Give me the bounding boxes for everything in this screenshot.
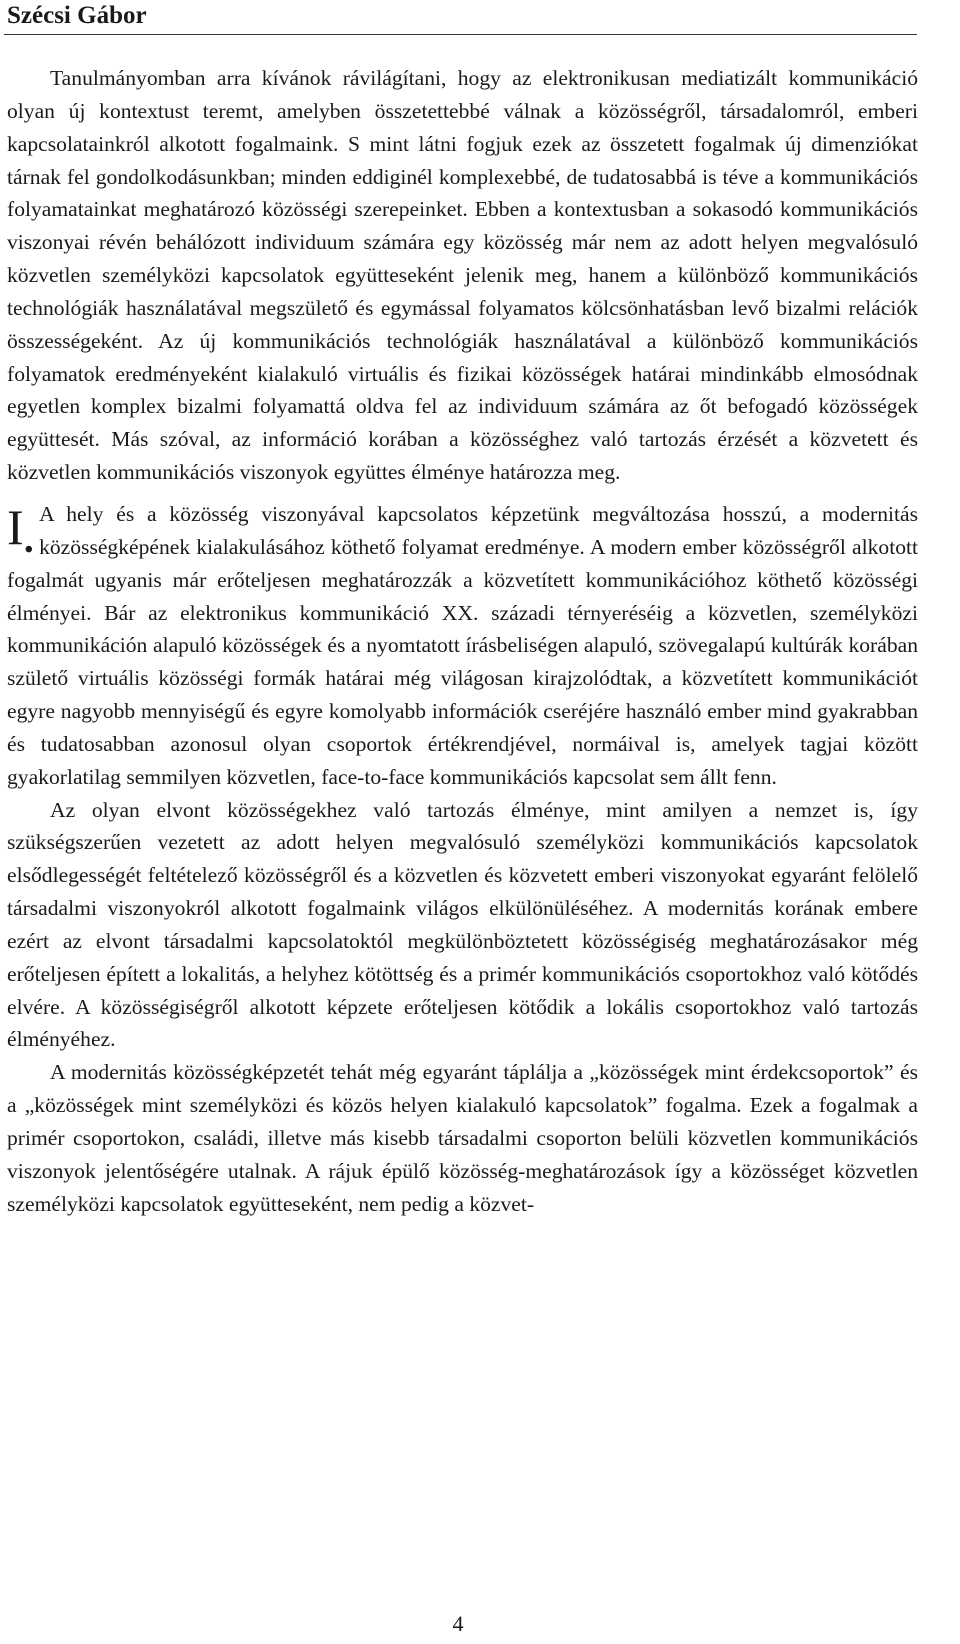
article-body (7, 62, 918, 1221)
header-rule (4, 34, 917, 35)
paragraph-section-one-text: A hely és a közösség viszonyával kapcsolatos képzetünk megváltozása hosszú, a modernitás közösségképének kialakulásához köthető folyamat eredménye. A modern ember közösségről alkotott fogalmát ugyanis már erőteljesen meghatározzák a közvetített kommunikációhoz köthető közösségi élményei. Bár az elektronikus kommunikáció XX. századi térnyeréséig a közvetlen, személyközi kommunikáción alapuló közösségek és a nyomtatott írásbeliségen alapuló, szövegalapú kultúrák korában születő virtuális közösségi formák határai még világosan kirajzolódtak, a közvetített kommunikációt egyre nagyobb mennyiségű és egyre komolyabb információk cseréjére használó ember mind gyakrabban és tudatosabban azonosul olyan csoportok értékrendjével, normáival is, amelyek tagjai között gyakorlatilag semmilyen közvetlen, face-to-face kommunikációs kapcsolat sem állt fenn. (7, 501, 918, 789)
author-name: Szécsi Gábor (7, 2, 147, 29)
page-number: 4 (452, 1611, 464, 1636)
paragraph-section-one (7, 498, 918, 794)
paragraph-nation: Az olyan elvont közösségekhez való tartozás élménye, mint amilyen a nemzet is, így szükségszerűen vezetett az adott helyen megvalósuló személyközi kommunikációs kapcsolatok elsődlegességét feltételező közösségről és a közvetlen és közvetett emberi viszonyokat egyaránt felölelő társadalmi viszonyokról alkotott fogalmaink világos elkülönüléséhez. A modernitás korának embere ezért az elvont társadalmi kapcsolatoktól megkülönböztetett közösségiség meghatározásakor még erőteljesen épített a lokalitás, a helyhez kötöttség és a primér kommunikációs csoportokhoz való kötődés elvére. A közösségiségről alkotott képzete erőteljesen kötődik a lokális csoportokhoz való tartozás élményéhez. (7, 797, 918, 1052)
paragraph-modernity: A modernitás közösségképzetét tehát még egyaránt táplálja a „közösségek mint érdekcsoportok” és a „közösségek mint személyközi és közös helyen kialakuló kapcsolatok” fogalma. Ezek a fogalmak a primér csoportokon, családi, illetve más kisebb társadalmi csoporton belüli közvetlen kommunikációs viszonyok jelentőségére utalnak. A rájuk épülő közösség-meghatározások így a közösséget közvetlen személyközi kapcsolatok együtteseként, nem pedig a közvet- (7, 1060, 918, 1216)
page-header (0, 0, 960, 36)
section-numeral-dot: • (24, 536, 34, 563)
section-numeral: I (7, 498, 24, 555)
paragraph-intro: Tanulmányomban arra kívánok rávilágítani, hogy az elektronikusan mediatizált kommunikáció olyan új kontextust teremt, amelyben összetettebbé válnak a közösségről, társadalomról, emberi kapcsolatainkról alkotott fogalmaink. S mint látni fogjuk ezek az összetett fogalmak új dimenziókat tárnak fel gondolkodásunkban; minden eddiginél komplexebbé, de tudatosabbá is téve a kommunikációs folyamatainkat meghatározó közösségi szerepeinket. Ebben a kontextusban a sokasodó kommunikációs viszonyai révén behálózott individuum számára egy közösség már nem az adott helyen megvalósuló közvetlen személyközi kapcsolatok együtteseként jelenik meg, hanem a különböző kommunikációs technológiák használatával megszülető és egymással folyamatos kölcsönhatásban levő bizalmi relációk összességeként. Az új kommunikációs technológiák használatával a különböző kommunikációs folyamatok eredményeként kialakuló virtuális és fizikai közösségek határai mindinkább elmosódnak egyetlen komplex bizalmi folyamattá oldva fel az individuum számára az őt befogadó közösségek együttesét. Más szóval, az információ korában a közösséghez való tartozás érzését a közvetett és közvetlen kommunikációs viszonyok együttes élménye határozza meg. (7, 66, 918, 485)
